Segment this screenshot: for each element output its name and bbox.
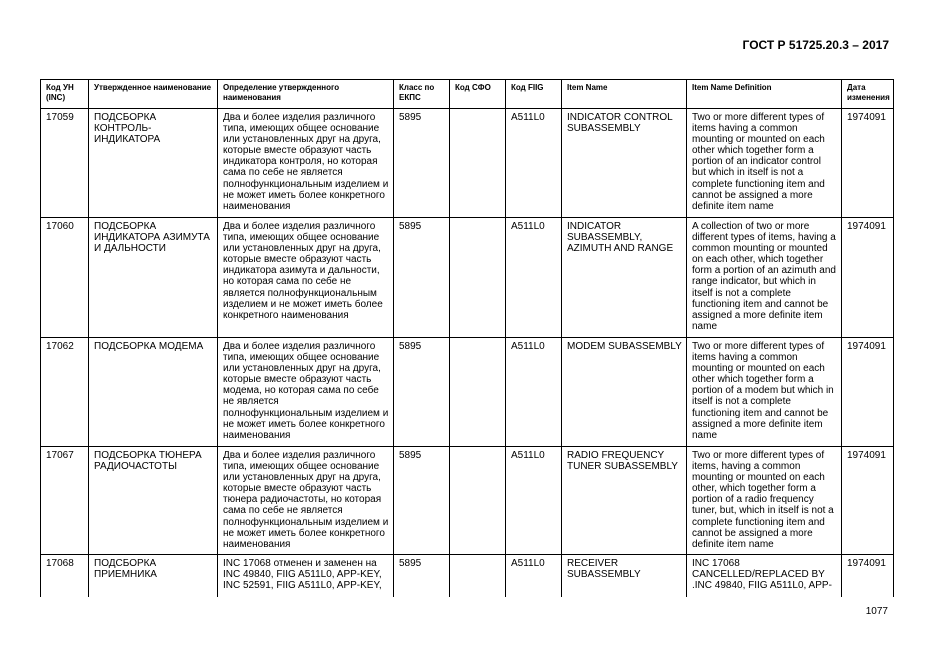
cell-ekps-class: 5895 [394,555,450,598]
cell-fiig-code: A511L0 [506,109,562,218]
cell-inc: 17059 [41,109,89,218]
cell-inc: 17068 [41,555,89,598]
col-header-inc: Код УН (INC) [41,80,89,109]
cell-approved-name: ПОДСБОРКА ИНДИКАТОРА АЗИМУТА И ДАЛЬНОСТИ [89,218,218,338]
table-header-row [41,80,894,109]
cell-approved-name: ПОДСБОРКА ТЮНЕРА РАДИОЧАСТОТЫ [89,447,218,555]
table-row [41,338,894,447]
cell-name-definition: Два и более изделия различного типа, имеющих общее основание или установленных друг на друга, которые вместе образуют часть индикатора азимута и дальности, но которая сама по себе не является полнофункциональным изделием и не может иметь более конкретного наименования [218,218,394,338]
cell-change-date: 1974091 [842,338,894,447]
cell-name-definition: INC 17068 отменен и заменен на INC 49840, FIIG A511L0, APP-KEY, INC 52591, FIIG A511L0, APP-KEY, [218,555,394,598]
table-row [41,218,894,338]
cell-name-definition: Два и более изделия различного типа, имеющих общее основание или установленных друг на друга, которые вместе образуют часть тюнера радиочастоты, но которая сама по себе не является полнофункциональным изделием и не может иметь более конкретного наименования [218,447,394,555]
cell-sfo-code [450,447,506,555]
cell-fiig-code: A511L0 [506,447,562,555]
cell-item-name-definition: A collection of two or more different types of items, having a common mounting or mounted on each other, which together form a portion of an azimuth and range indicator, but which in itself is not a complete functioning item and cannot be assigned a more definite item name [687,218,842,338]
cell-ekps-class: 5895 [394,447,450,555]
cell-sfo-code [450,555,506,598]
cell-item-name: MODEM SUBASSEMBLY [562,338,687,447]
cell-approved-name: ПОДСБОРКА КОНТРОЛЬ-ИНДИКАТОРА [89,109,218,218]
col-header-name-definition: Определение утвержденного наименования [218,80,394,109]
cell-ekps-class: 5895 [394,218,450,338]
col-header-approved-name: Утвержденное наименование [89,80,218,109]
cell-item-name: RECEIVER SUBASSEMBLY [562,555,687,598]
cell-change-date: 1974091 [842,109,894,218]
cell-item-name: INDICATOR CONTROL SUBASSEMBLY [562,109,687,218]
table-row [41,109,894,218]
cell-fiig-code: A511L0 [506,218,562,338]
cell-approved-name: ПОДСБОРКА МОДЕМА [89,338,218,447]
cell-name-definition: Два и более изделия различного типа, имеющих общее основание или установленных друг на друга, которые вместе образуют часть индикатора контроля, но которая сама по себе не является полнофункциональным изделием и не может иметь более конкретного наименования [218,109,394,218]
cell-name-definition: Два и более изделия различного типа, имеющих общее основание или установленных друг на друга, которые вместе образуют часть модема, но которая сама по себе не является полнофункциональным изделием и не может иметь более конкретного наименования [218,338,394,447]
page-number: 1077 [865,606,888,617]
cell-change-date: 1974091 [842,218,894,338]
cell-inc: 17060 [41,218,89,338]
cell-approved-name: ПОДСБОРКА ПРИЕМНИКА [89,555,218,598]
cell-ekps-class: 5895 [394,109,450,218]
cell-item-name-definition: Two or more different types of items, having a common mounting or mounted on each other, which together form a portion of a radio frequency tuner, but, which in itself is not a complete functioning item and cannot be assigned a more definite item name [687,447,842,555]
cell-sfo-code [450,338,506,447]
cell-item-name-definition: Two or more different types of items having a common mounting or mounted on each other which together form a portion of an indicator control but which in itself is not a complete functioning item and cannot be assigned a more definite item name [687,109,842,218]
cell-change-date: 1974091 [842,555,894,598]
item-name-table [40,79,894,597]
cell-item-name: INDICATOR SUBASSEMBLY, AZIMUTH AND RANGE [562,218,687,338]
table-row [41,447,894,555]
cell-change-date: 1974091 [842,447,894,555]
col-header-item-name-definition: Item Name Definition [687,80,842,109]
col-header-item-name: Item Name [562,80,687,109]
col-header-fiig-code: Код FIIG [506,80,562,109]
table-row [41,555,894,598]
cell-item-name-definition: Two or more different types of items having a common mounting or mounted on each other which together form a portion of a modem but which in itself is not a complete functioning item and cannot be assigned a more definite item name [687,338,842,447]
cell-sfo-code [450,109,506,218]
cell-ekps-class: 5895 [394,338,450,447]
cell-fiig-code: A511L0 [506,338,562,447]
col-header-ekps-class: Класс по ЕКПС [394,80,450,109]
col-header-sfo-code: Код СФО [450,80,506,109]
cell-item-name: RADIO FREQUENCY TUNER SUBASSEMBLY [562,447,687,555]
document-title: ГОСТ Р 51725.20.3 – 2017 [742,38,889,52]
cell-sfo-code [450,218,506,338]
cell-fiig-code: A511L0 [506,555,562,598]
col-header-change-date: Дата изменения [842,80,894,109]
cell-item-name-definition: INC 17068 CANCELLED/REPLACED BY .INC 49840, FIIG A511L0, APP- [687,555,842,598]
cell-inc: 17067 [41,447,89,555]
cell-inc: 17062 [41,338,89,447]
